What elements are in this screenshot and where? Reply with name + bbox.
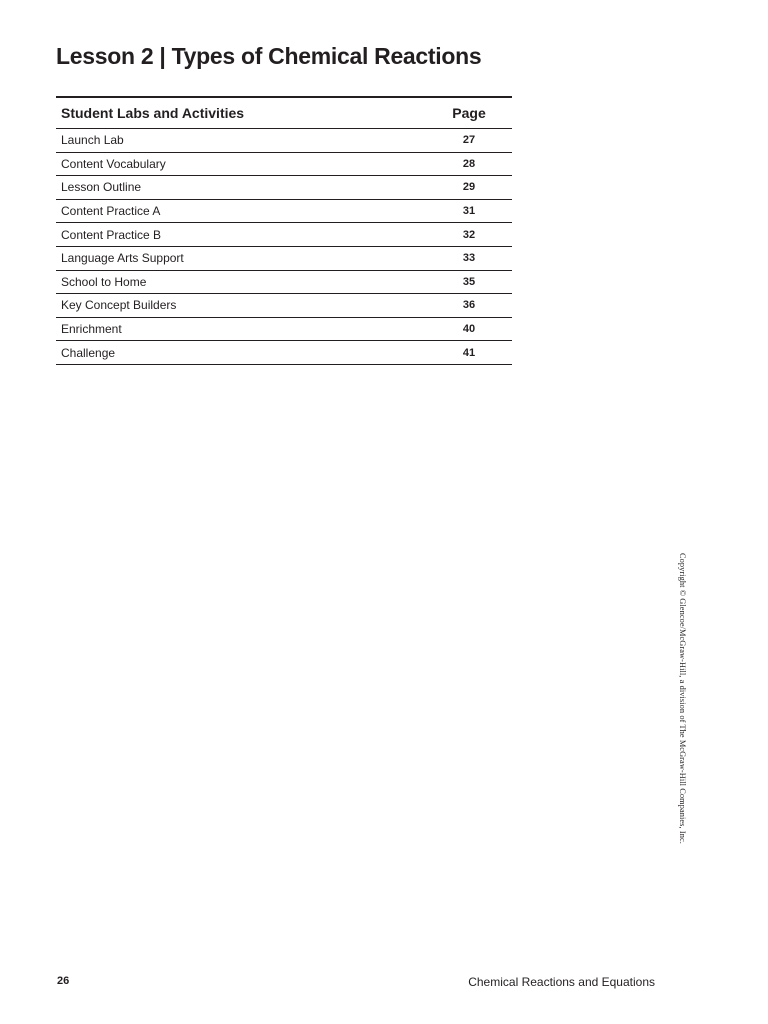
activity-cell: Content Vocabulary <box>56 152 426 176</box>
page-number-cell: 29 <box>426 176 512 200</box>
page-number-cell: 32 <box>426 223 512 247</box>
copyright-text: Copyright © Glencoe/McGraw-Hill, a division of The McGraw-Hill Companies, Inc. <box>678 553 687 844</box>
page-number-cell: 27 <box>426 129 512 153</box>
table-row <box>56 270 512 294</box>
page-title: Lesson 2 | Types of Chemical Reactions <box>56 43 482 69</box>
activity-cell: Content Practice B <box>56 223 426 247</box>
table-header <box>56 97 512 129</box>
activities-table <box>56 96 512 365</box>
table-row <box>56 199 512 223</box>
activity-cell: Language Arts Support <box>56 246 426 270</box>
activity-column-header: Student Labs and Activities <box>56 97 426 129</box>
footer-chapter-title: Chemical Reactions and Equations <box>468 975 655 989</box>
activity-cell: Lesson Outline <box>56 176 426 200</box>
table-row <box>56 176 512 200</box>
activity-cell: Challenge <box>56 341 426 365</box>
table-row <box>56 223 512 247</box>
table-row <box>56 317 512 341</box>
page-number-cell: 28 <box>426 152 512 176</box>
page-number-cell: 31 <box>426 199 512 223</box>
page-number-cell: 33 <box>426 246 512 270</box>
table-row <box>56 246 512 270</box>
page-number-cell: 36 <box>426 294 512 318</box>
table-row <box>56 152 512 176</box>
table-row <box>56 129 512 153</box>
activity-cell: Enrichment <box>56 317 426 341</box>
table-header-row <box>56 97 512 129</box>
page-column-header: Page <box>426 97 512 129</box>
page-number-cell: 35 <box>426 270 512 294</box>
activity-cell: Key Concept Builders <box>56 294 426 318</box>
table-row <box>56 294 512 318</box>
activity-cell: School to Home <box>56 270 426 294</box>
activity-cell: Launch Lab <box>56 129 426 153</box>
page-number-cell: 41 <box>426 341 512 365</box>
activity-cell: Content Practice A <box>56 199 426 223</box>
table-row <box>56 341 512 365</box>
page-number-cell: 40 <box>426 317 512 341</box>
footer-page-number: 26 <box>57 975 70 987</box>
table-body <box>56 129 512 365</box>
